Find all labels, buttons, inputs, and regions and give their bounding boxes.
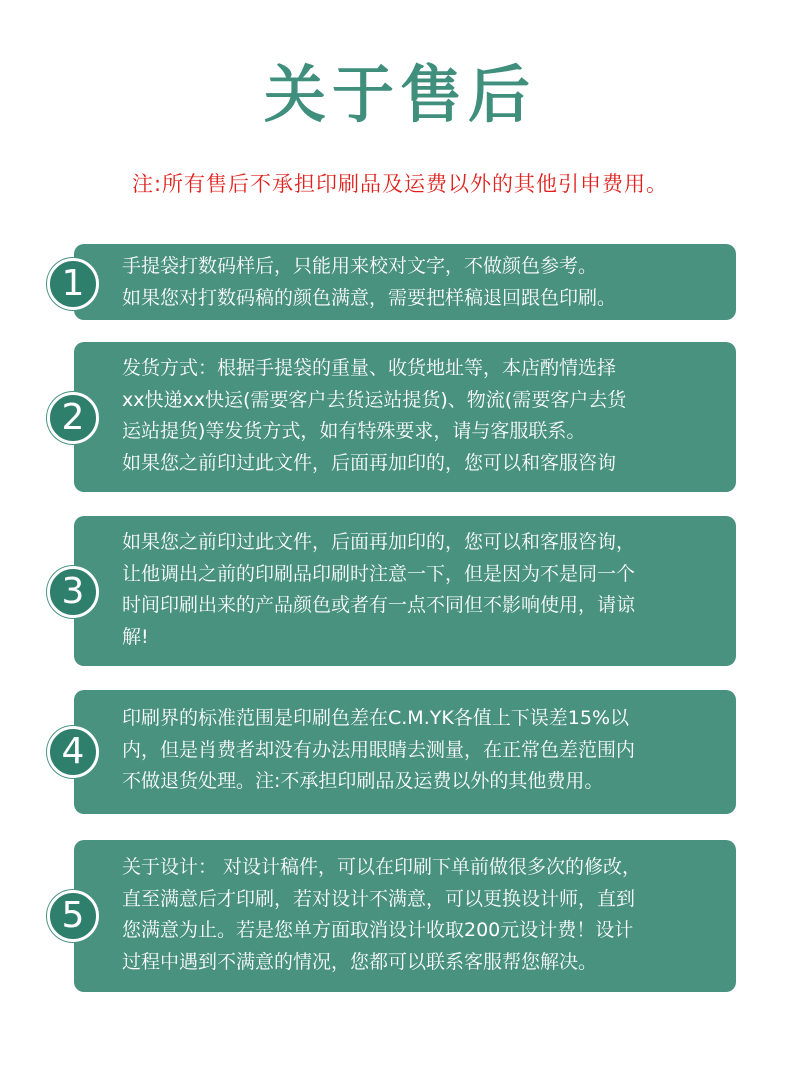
item-text-line: 解! bbox=[122, 625, 149, 648]
item-text-line: xx快递xx快运(需要客户去货运站提货)、物流(需要客户去货 bbox=[122, 388, 627, 411]
page-title: 关于售后 bbox=[263, 58, 536, 131]
item-text-line: 不做退货处理。注:不承担印刷品及运费以外的其他费用。 bbox=[122, 770, 604, 792]
item-text-line: 让他调出之前的印刷品印刷时注意一下，但是因为不是同一个 bbox=[122, 562, 636, 585]
after-sales-item-5 bbox=[74, 840, 736, 992]
item-3-text bbox=[122, 527, 712, 653]
after-sales-item-4 bbox=[74, 690, 736, 814]
item-text-line: 关于设计： 对设计稿件，可以在印刷下单前做很多次的修改， bbox=[122, 856, 642, 878]
item-text-line: 手提袋打数码样后，只能用来校对文字，不做颜色参考。 bbox=[122, 255, 598, 277]
after-sales-item-2 bbox=[74, 342, 736, 492]
item-text-line: 发货方式：根据手提袋的重量、收货地址等，本店酌情选择 bbox=[122, 357, 617, 379]
item-text-line: 如果您之前印过此文件，后面再加印的，您可以和客服咨询 bbox=[122, 451, 617, 474]
after-sales-item-1 bbox=[74, 244, 736, 320]
item-text-line: 内，但是肖费者却没有办法用眼睛去测量，在正常色差范围内 bbox=[122, 738, 636, 761]
number-badge-3: 3 bbox=[47, 566, 99, 618]
number-badge-4: 4 bbox=[47, 726, 99, 778]
item-5-text bbox=[122, 852, 712, 978]
item-2-text bbox=[122, 353, 712, 479]
item-text-line: 直至满意后才印刷，若对设计不满意，可以更换设计师，直到 bbox=[122, 887, 636, 910]
item-text-line: 您满意为止。若是您单方面取消设计收取200元设计费！设计 bbox=[122, 919, 634, 941]
item-text-line: 如果您之前印过此文件，后面再加印的，您可以和客服咨询， bbox=[122, 531, 636, 553]
notice-text: 注:所有售后不承担印刷品及运费以外的其他引申费用。 bbox=[131, 172, 669, 196]
item-4-text bbox=[122, 703, 712, 798]
item-text-line: 如果您对打数码稿的颜色满意，需要把样稿退回跟色印刷。 bbox=[122, 286, 617, 309]
number-badge-2: 2 bbox=[47, 392, 99, 444]
after-sales-item-3 bbox=[74, 516, 736, 666]
item-text-line: 印刷界的标准范围是印刷色差在C.M.YK各值上下误差15%以 bbox=[122, 707, 630, 729]
item-text-line: 运站提货)等发货方式，如有特殊要求，请与客服联系。 bbox=[122, 420, 586, 442]
item-1-text bbox=[122, 251, 712, 314]
number-badge-1: 1 bbox=[47, 258, 99, 310]
item-text-line: 时间印刷出来的产品颜色或者有一点不同但不影响使用，请谅 bbox=[122, 594, 636, 616]
item-text-line: 过程中遇到不满意的情况，您都可以联系客服帮您解决。 bbox=[122, 950, 598, 973]
number-badge-5: 5 bbox=[47, 890, 99, 942]
